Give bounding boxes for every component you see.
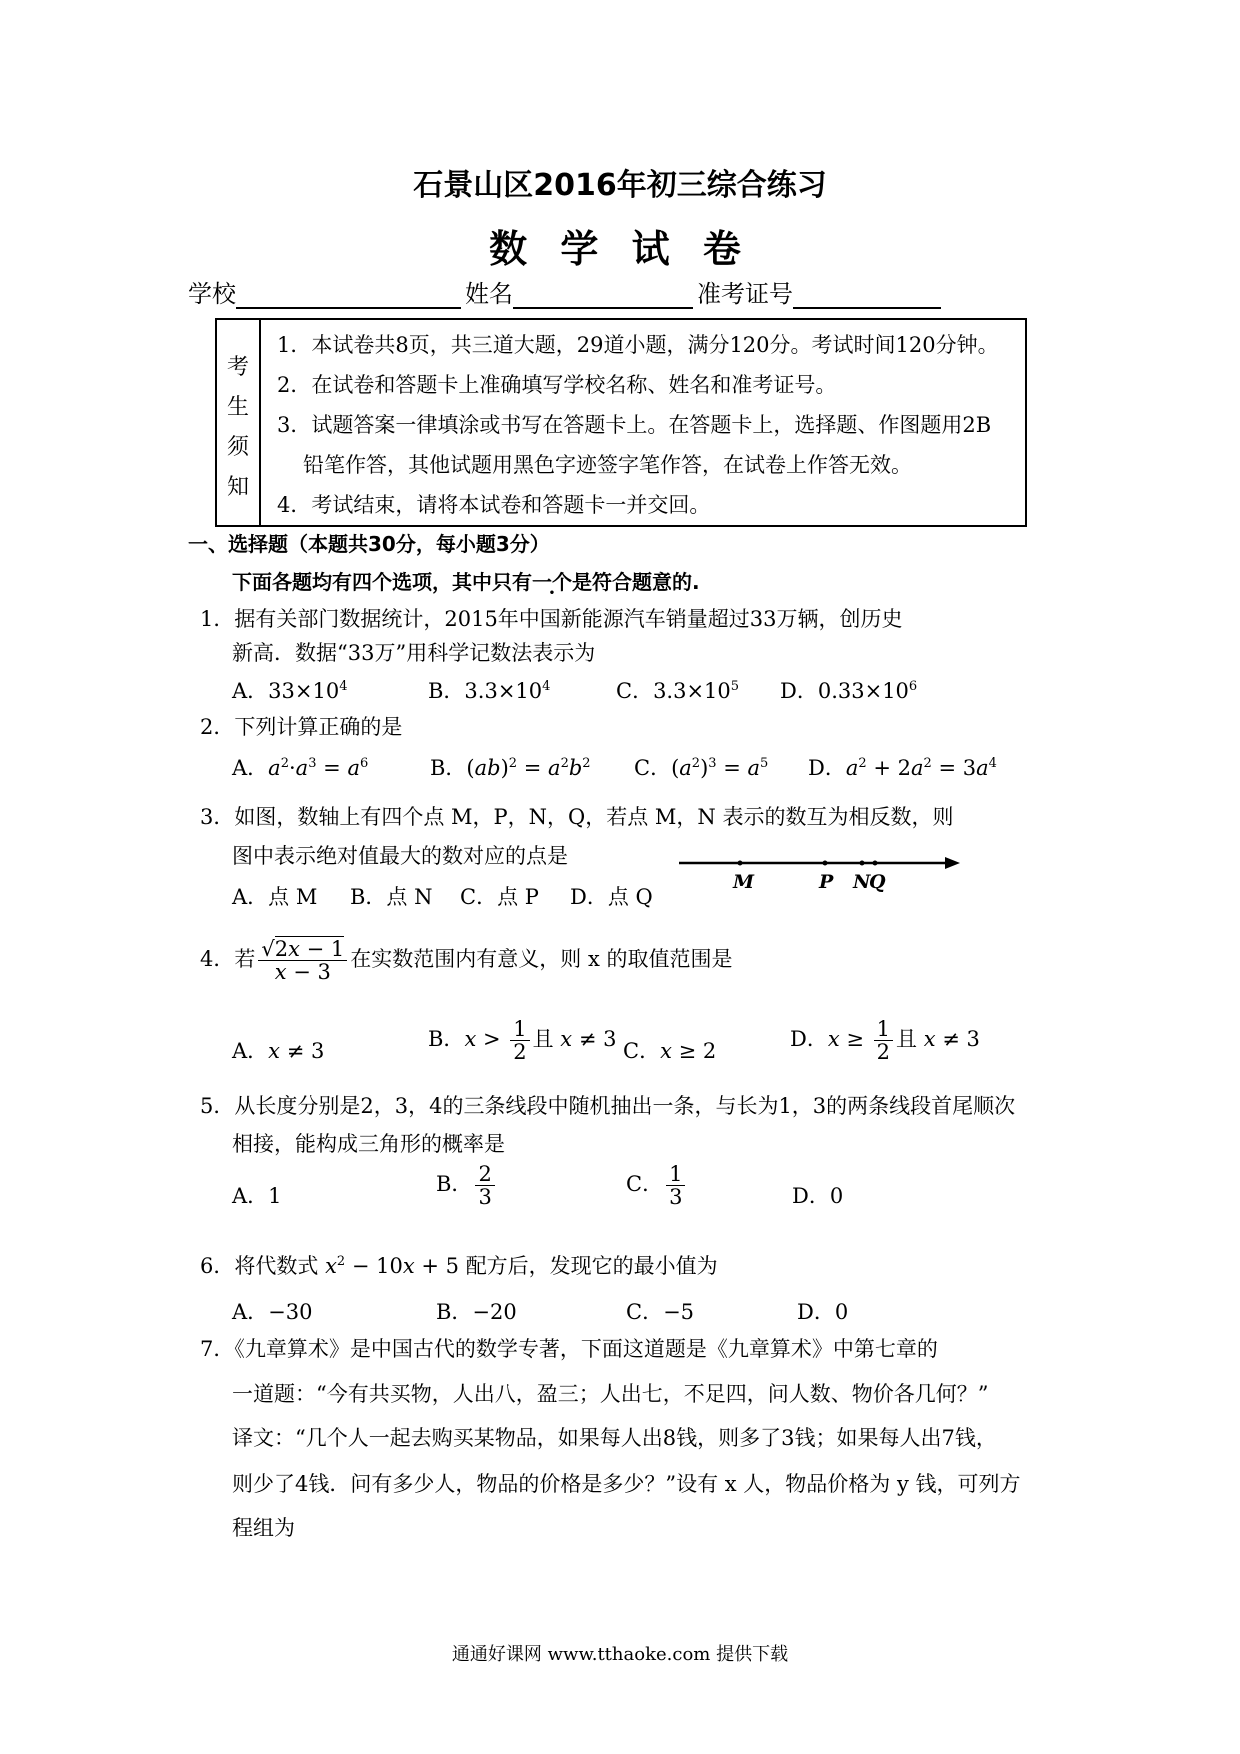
q1-stem-line2: 新高．数据“33万”用科学记数法表示为 xyxy=(232,641,596,665)
section-instruction xyxy=(232,566,700,595)
point-m-dot xyxy=(738,861,743,866)
name-label: 姓名 xyxy=(465,280,513,308)
instruction-emphasis: 一个 xyxy=(532,570,572,594)
q5-stem-line2: 相接，能构成三角形的概率是 xyxy=(232,1132,505,1156)
exam-id-blank[interactable] xyxy=(793,283,941,309)
section-heading: 一、选择题（本题共30分，每小题3分） xyxy=(188,532,550,556)
q3-option-a: A．点 M xyxy=(232,885,318,909)
q7-line: 7．《九章算术》是中国古代的数学专著，下面这道题是《九章算术》中第七章的 xyxy=(200,1337,938,1361)
q1-option-c: C．$3.3\times 10^5$ xyxy=(616,679,740,703)
notice-label xyxy=(217,320,261,525)
q1-option-d: D．$0.33\times 10^6$ xyxy=(780,679,918,703)
q6-prefix: 6．将代数式 xyxy=(200,1254,319,1278)
number-line-arrow xyxy=(945,857,960,869)
point-n-label: N xyxy=(853,871,871,893)
q3-option-b: B．点 N xyxy=(350,885,433,909)
q1-option-a: A．$33\times 10^4$ xyxy=(232,679,348,703)
q1-option-b: B．$3.3\times 10^4$ xyxy=(428,679,551,703)
q2-option-d: D．$a^2 + 2a^2 = 3a^4$ xyxy=(808,756,997,780)
q5-option-d: D．0 xyxy=(792,1184,844,1208)
q2-option-a: A．$a^2\cdot a^3 = a^6$ xyxy=(232,756,369,780)
q2-option-b: B．$(ab)^2 = a^2b^2$ xyxy=(430,756,591,780)
q4-option-c: C．x ≥ 2 xyxy=(623,1039,717,1063)
q3-option-d: D．点 Q xyxy=(570,885,653,909)
school-label: 学校 xyxy=(188,280,236,308)
exam-id-label: 准考证号 xyxy=(697,280,793,308)
notice-label-char: 知 xyxy=(226,475,249,500)
instruction-text: 是符合题意的. xyxy=(572,570,700,594)
q4-suffix: 在实数范围内有意义，则 x 的取值范围是 xyxy=(350,947,733,972)
exam-subtitle: 数 学 试 卷 xyxy=(489,227,751,271)
point-n-dot xyxy=(860,861,865,866)
q5-option-b: B． $\frac{2}{3}$ xyxy=(436,1163,498,1208)
q7-line: 一道题：“今有共买物，人出八，盈三；人出七，不足四，问人数、物价各几何？” xyxy=(232,1382,989,1406)
q7-line: 译文：“几个人一起去购买某物品，如果每人出8钱，则多了3钱；如果每人出7钱， xyxy=(232,1426,997,1450)
point-p-label: P xyxy=(819,871,834,893)
q3-stem-line1: 3．如图，数轴上有四个点 M，P，N，Q，若点 M，N 表示的数互为相反数，则 xyxy=(200,805,954,829)
q6-option-c: C．−5 xyxy=(626,1300,695,1324)
q5-option-c: C． $\frac{1}{3}$ xyxy=(626,1163,688,1208)
notice-item: 4．考试结束，请将本试卷和答题卡一并交回。 xyxy=(277,493,711,517)
q2-stem: 2．下列计算正确的是 xyxy=(200,715,403,739)
exam-title: 石景山区2016年初三综合练习 xyxy=(413,168,827,203)
q4-stem xyxy=(200,938,733,983)
point-q-dot xyxy=(873,861,878,866)
q4-fraction: $\frac{√2x - 1}{x - 3}$ xyxy=(258,938,347,983)
name-blank[interactable] xyxy=(513,283,693,309)
notice-list xyxy=(277,325,999,525)
notice-label-char: 生 xyxy=(226,395,249,420)
q5-option-c-label: C． xyxy=(626,1172,664,1197)
q3-number-line xyxy=(675,845,965,895)
student-info-fields xyxy=(188,274,945,309)
footer-credit: 通通好课网 www.tthaoke.com 提供下载 xyxy=(451,1644,789,1665)
q6-option-d: D．0 xyxy=(797,1300,849,1324)
q6-option-b: B．−20 xyxy=(436,1300,517,1324)
point-m-label: M xyxy=(733,871,755,893)
notice-label-char: 考 xyxy=(226,355,249,380)
q5-option-b-label: B． xyxy=(436,1172,473,1197)
q4-option-d: D．x ≥ $\frac{1}{2}$ 且 x ≠ 3 xyxy=(790,1017,980,1065)
school-blank[interactable] xyxy=(236,283,461,309)
q6-stem: 6．将代数式 $x^2 - 10x + 5$ 配方后，发现它的最小值为 xyxy=(200,1254,718,1278)
q4-prefix: 4．若 xyxy=(200,947,256,972)
q7-line: 则少了4钱．问有多少人，物品的价格是多少？”设有 x 人，物品价格为 y 钱，可列方 xyxy=(232,1472,1021,1496)
notice-label-char: 须 xyxy=(226,435,249,460)
notice-item: 1．本试卷共8页，共三道大题，29道小题，满分120分。考试时间120分钟。 xyxy=(277,333,999,357)
q6-option-a: A．−30 xyxy=(232,1300,313,1324)
notice-item: 铅笔作答，其他试题用黑色字迹签字笔作答，在试卷上作答无效。 xyxy=(303,453,912,477)
instruction-text: 下面各题均有四个选项，其中只有 xyxy=(232,570,532,594)
q2-option-c: C．$(a^2)^3 = a^5$ xyxy=(634,756,769,780)
q6-suffix: 配方后，发现它的最小值为 xyxy=(465,1254,718,1278)
q3-option-c: C．点 P xyxy=(460,885,539,909)
q1-stem-line1: 1．据有关部门数据统计，2015年中国新能源汽车销量超过33万辆，创历史 xyxy=(200,607,903,631)
q4-option-b: B．x > $\frac{1}{2}$ 且 x ≠ 3 xyxy=(428,1017,617,1065)
notice-item: 2．在试卷和答题卡上准确填写学校名称、姓名和准考证号。 xyxy=(277,373,837,397)
point-q-label: Q xyxy=(869,871,886,893)
q4-option-a: A．x ≠ 3 xyxy=(232,1039,325,1063)
q7-line: 程组为 xyxy=(232,1516,295,1540)
notice-item: 3．试题答案一律填涂或书写在答题卡上。在答题卡上，选择题、作图题用2B xyxy=(277,413,992,437)
q5-option-a: A．1 xyxy=(232,1184,282,1208)
q5-stem-line1: 5．从长度分别是2，3，4的三条线段中随机抽出一条，与长为1，3的两条线段首尾顺次 xyxy=(200,1094,1016,1118)
point-p-dot xyxy=(823,861,828,866)
notice-box xyxy=(215,318,1027,527)
q3-stem-line2: 图中表示绝对值最大的数对应的点是 xyxy=(232,844,568,868)
